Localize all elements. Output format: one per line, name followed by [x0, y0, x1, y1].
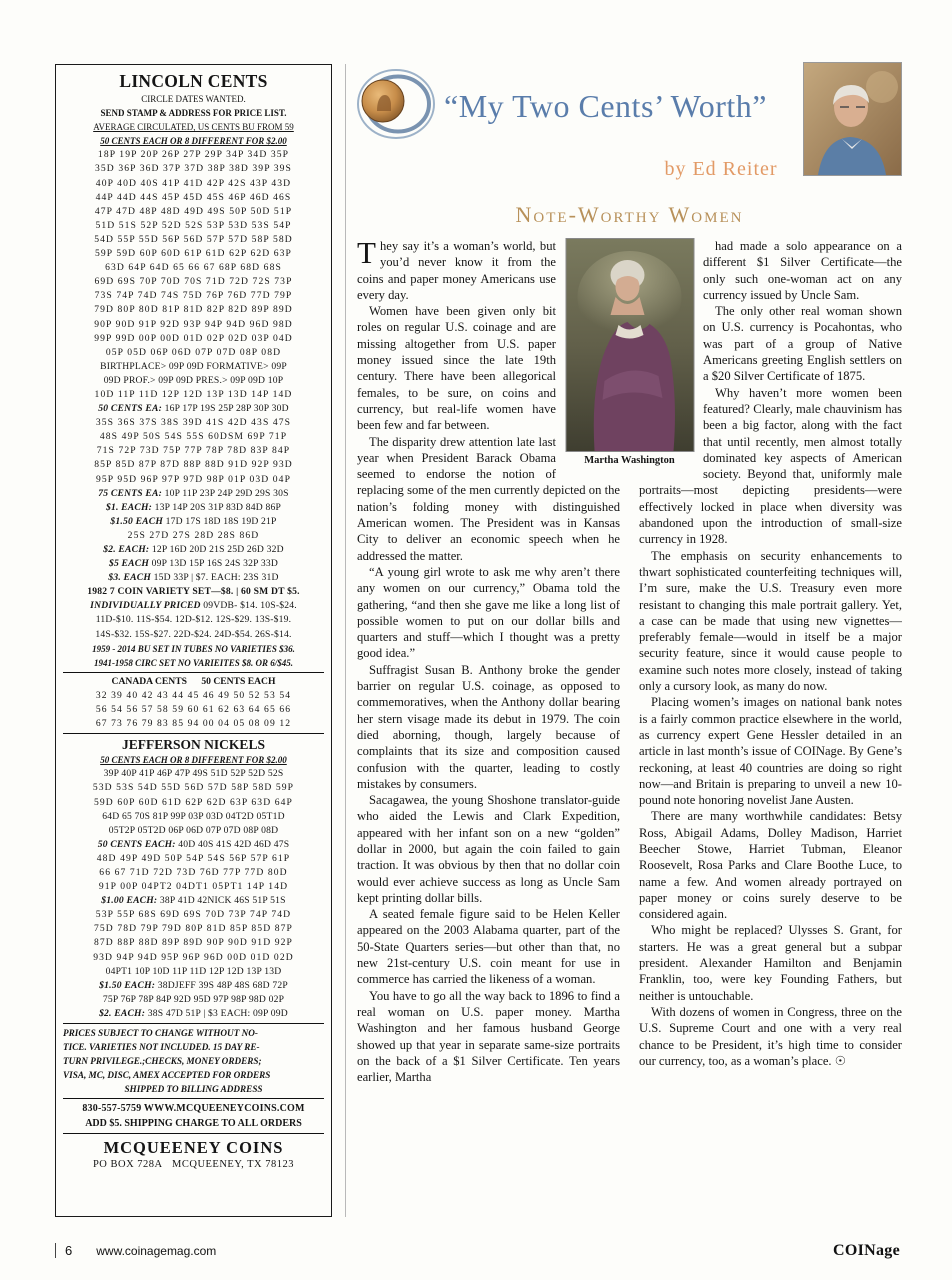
ad-line: CANADA CENTS 50 CENTS EACH: [63, 672, 324, 689]
page-number: 6: [65, 1243, 73, 1258]
ad-line: SHIPPED TO BILLING ADDRESS: [124, 1084, 263, 1095]
paragraph: had made a solo appearance on a different $1 Silver Certificate—the only such one-woman act on any currency issued by Uncle Sam.: [703, 239, 902, 302]
ad-line-lead: $1.00 EACH:: [101, 895, 158, 907]
ad-line-lead: $3. EACH: [108, 572, 151, 584]
ad-line: 10D 11P 11D 12P 12D 13P 13D 14P 14D: [94, 388, 293, 400]
ad-line: 93D 94P 94D 95P 96P 96D 00D 01D 02D: [93, 951, 294, 963]
ad-line: 04PT1 10P 10D 11P 11D 12P 12D 13P 13D: [105, 965, 282, 977]
ad-line: 59D 60P 60D 61D 62P 62D 63P 63D 64P: [94, 796, 293, 808]
paragraph: A seated female figure said to be Helen Keller appeared on the 2003 Alabama quarter, part of the 50-State Quarters series—but other than that, no new 21st-century U.S. coin meant for use in commerce has carried the likeness of a woman.: [357, 907, 620, 987]
figure-caption: Martha Washington: [584, 455, 675, 466]
paragraph: “A young girl wrote to ask me why aren’t there any women on our currency,” Obama told the gathering, “and then she gave me like a long list of possible women to put on our dollar bills and quarters and stuff—which I thought was a pretty good idea.”: [357, 564, 620, 661]
article-headline: Note-Worthy Women: [515, 202, 744, 227]
ad-line: $2. EACH: 12P 16D 20D 21S 25D 26D 32D: [103, 544, 284, 555]
article: [357, 62, 902, 1216]
column-title: “My Two Cents’ Worth”: [444, 88, 767, 124]
ad-line: 40P 40D 40S 41P 41D 42P 42S 43P 43D: [95, 177, 292, 189]
ad-line: 44P 44D 44S 45P 45D 45S 46P 46D 46S: [95, 191, 292, 203]
ad-line: 53D 53S 54D 55D 56D 57D 58P 58D 59P: [92, 782, 295, 794]
ad-line-lead: $5 EACH: [108, 558, 150, 570]
ad-line: JEFFERSON NICKELS: [63, 733, 324, 753]
ad-line: 32 39 40 42 43 44 45 46 49 50 52 53 54: [95, 689, 292, 701]
ad-line: 75D 78D 79P 79D 80P 81D 85P 85D 87P: [94, 923, 293, 935]
ad-line: 50 CENTS EACH: 40D 40S 41S 42D 46D 47S: [97, 838, 290, 850]
article-body: [357, 238, 902, 1216]
ad-line: 54D 55P 55D 56P 56D 57P 57D 58P 58D: [94, 233, 293, 245]
ad-line: 11D-$10. 11S-$54. 12D-$12. 12S-$29. 13S-$19.: [95, 614, 292, 626]
ad-line: LINCOLN CENTS: [119, 71, 268, 91]
paragraph: They say it’s a woman’s world, but you’d never know it from the coins and paper money Americans use every day.: [357, 238, 556, 302]
ad-line: $1. EACH: 13P 14P 20S 31P 83D 84D 86P: [105, 501, 282, 513]
paragraph: You have to go all the way back to 1896 to find a real woman on U.S. paper money. Martha Washington and her famous husband George showed up that year in separate same-size portraits on the back of a $1 Silver Certificate. Ten years earlier, Martha: [357, 988, 620, 1085]
ad-line: 99P 99D 00P 00D 01D 02P 02D 03P 04D: [94, 332, 293, 344]
paragraph: There are many worthwhile candidates: Betsy Ross, Abigail Adams, Dolley Madison, Harriet Beecher Stowe, Harriet Tubman, Eleanor Roosevelt, Rosa Parks and Clare Boothe Luce, to name a few. And women already portrayed on paper money or coins surely deserve to be considered again.: [639, 809, 902, 922]
ad-line: PRICES SUBJECT TO CHANGE WITHOUT NO-: [63, 1023, 324, 1040]
ad-line: 91P 00P 04PT2 04DT1 05PT1 14P 14D: [98, 881, 289, 893]
ad-line: 95P 95D 96P 97P 97D 98P 01P 03D 04P: [95, 473, 292, 485]
magazine-logo: COINage: [833, 1242, 900, 1259]
ad-line: 830-557-5759 WWW.MCQUEENEYCOINS.COM: [63, 1098, 324, 1116]
ad-line: 90P 90D 91P 92D 93P 94P 94D 96D 98D: [94, 318, 293, 330]
ad-line: MCQUEENEY COINS: [63, 1133, 324, 1158]
ad-line: 48S 49P 50S 54S 55S 60DSM 69P 71P: [99, 431, 288, 443]
column-header: [357, 62, 902, 200]
ad-line: 18P 19P 20P 26P 27P 29P 34P 34D 35P: [97, 149, 290, 161]
ad-line: VISA, MC, DISC, AMEX ACCEPTED FOR ORDERS: [63, 1070, 271, 1081]
ad-line: 39P 40P 41P 46P 47P 49S 51D 52P 52D 52S: [103, 768, 284, 780]
ad-line: 09D PROF.> 09P 09D PRES.> 09P 09D 10P: [103, 374, 284, 386]
ad-line: 05T2P 05T2D 06P 06D 07P 07D 08P 08D: [108, 824, 279, 836]
ad-line: CIRCLE DATES WANTED.: [141, 94, 246, 104]
ad-line-lead: 75 CENTS EA:: [98, 487, 162, 499]
ad-line-lead: $2. EACH:: [103, 544, 150, 555]
ad-line-lead: 50 CENTS EA:: [98, 403, 162, 415]
martha-washington-figure: [565, 238, 694, 466]
ad-line: 63D 64P 64D 65 66 67 68P 68D 68S: [105, 262, 282, 274]
ad-line-lead: $1.50 EACH: [110, 515, 164, 527]
footer-left: [55, 1243, 216, 1258]
ad-line: 35D 36P 36D 37P 37D 38P 38D 39P 39S: [95, 163, 292, 175]
ad-line: 69D 69S 70P 70D 70S 71D 72D 72S 73P: [94, 276, 293, 288]
ad-line: AVERAGE CIRCULATED, US CENTS BU FROM 59: [93, 122, 294, 133]
ad-line: 85P 85D 87P 87D 88P 88D 91D 92P 93D: [94, 459, 293, 471]
paragraph: Sacagawea, the young Shoshone translator-guide who aided the Lewis and Clark Expedition, appeared with her infant son on a new “golden” dollar in 2000, but again the coin failed to gain traction. It was obvious by then that no dollar coin would ever achieve success as long as Uncle Sam kept printing dollar bills.: [357, 793, 620, 905]
ad-line: TICE. VARIETIES NOT INCLUDED. 15 DAY RE-: [63, 1042, 260, 1053]
ad-line: 67 73 76 79 83 85 94 00 04 05 08 09 12: [95, 718, 292, 730]
ed-reiter-photo: [803, 62, 902, 176]
ad-line: 35S 36S 37S 38S 39D 41S 42D 43S 47S: [95, 417, 292, 429]
ad-line: 59P 59D 60P 60D 61P 61D 62P 62D 63P: [95, 248, 292, 260]
ad-line: 50 CENTS EACH OR 8 DIFFERENT FOR $2.00: [100, 755, 287, 766]
page-footer: [55, 1242, 900, 1260]
ad-line-lead: $2. EACH:: [99, 1007, 146, 1019]
ad-line: SEND STAMP & ADDRESS FOR PRICE LIST.: [100, 108, 287, 119]
paragraph: Why haven’t more women been featured? Clearly, male chauvinism has been a big factor, along with the fact that until recently, men almost totally dominated key aspects of American society. Beyond that, uniformly male portraits—most depicting presidents—were effectively locked in place when diversity was abandoned upon the introduction of small-size currency in 1928.: [639, 385, 902, 547]
ad-line: 75 CENTS EA: 10P 11P 23P 24P 29D 29S 30S: [98, 487, 289, 499]
ad-line: 71S 72P 73D 75P 77P 78P 78D 83P 84P: [96, 445, 291, 457]
ad-line: 25S 27D 27S 28D 28S 86D: [127, 529, 260, 541]
ad-line: 1959 - 2014 BU SET IN TUBES NO VARIETIES $36.: [92, 643, 295, 654]
ad-line: $3. EACH 15D 33P | $7. EACH: 23S 31D: [108, 572, 279, 584]
mcqueeney-coins-ad: [55, 64, 332, 1217]
paragraph: With dozens of women in Congress, three on the U.S. Supreme Court and one with a very real chance to be President, it’s high time to consider our currency, too, as a woman’s place. ☉: [639, 1004, 902, 1068]
ad-line: PO BOX 728A MCQUEENEY, TX 78123: [92, 1158, 295, 1170]
paragraph: Women have been given only bit roles on regular U.S. coinage and are missing altogether from U.S. paper money issued since the late 19th century. There have been allegorical females, to be sure, on coins and currency, but real-life women have been few and far between.: [357, 304, 556, 433]
ad-line: 14S-$32. 15S-$27. 22D-$24. 24D-$54. 26S-$14.: [95, 628, 292, 640]
ad-line: $1.00 EACH: 38P 41D 42NICK 46S 51P 51S: [101, 895, 286, 907]
ad-line: INDIVIDUALLY PRICED 09VDB- $14. 10S-$24.: [90, 600, 297, 612]
ad-line: 1941-1958 CIRC SET NO VARIEITES $8. OR 6/$45.: [93, 657, 294, 668]
ad-line: 50 CENTS EACH OR 8 DIFFERENT FOR $2.00: [100, 136, 287, 147]
website-url: www.coinagemag.com: [96, 1244, 217, 1258]
byline: by Ed Reiter: [664, 158, 778, 180]
ad-line: 79D 80P 80D 81P 81D 82P 82D 89P 89D: [94, 304, 293, 316]
ad-line: 53P 55P 68S 69D 69S 70D 73P 74P 74D: [95, 909, 292, 921]
ad-line: TURN PRIVILEGE.;CHECKS, MONEY ORDERS;: [63, 1056, 262, 1067]
ad-line: 56 54 56 57 58 59 60 61 62 63 64 65 66: [95, 704, 292, 716]
ad-line: $1.50 EACH: 38DJEFF 39S 48P 48S 68D 72P: [99, 979, 288, 991]
ad-line: 1982 7 COIN VARIETY SET—$8. | 60 SM DT $5.: [87, 586, 300, 598]
column-divider: [345, 64, 346, 1217]
ad-line: 75P 76P 78P 84P 92D 95D 97P 98P 98D 02P: [102, 993, 285, 1005]
paragraph: The emphasis on security enhancements to thwart sophisticated counterfeiting techniques will, I’m sure, make the U.S. Treasury even more resistant to changing this male portrait gallery. Yet, a case can be made that using new vignettes—preferably female—would in itself be a major security feature, since it would cause people to examine such notes more closely, instead of taking only a cursory look, as many do now.: [639, 548, 902, 694]
ad-line: 73S 74P 74D 74S 75D 76P 76D 77D 79P: [94, 290, 293, 302]
ad-line: 05P 05D 06P 06D 07P 07D 08P 08D: [105, 346, 282, 358]
paragraph: The disparity drew attention late last year when President Barack Obama seemed to endorse the notion of replacing some of the men currently depicted on the nation’s folding money with distinguished American women. The President was in Kansas City to deliver an economic speech when he addressed the matter.: [357, 434, 620, 563]
paragraph: Who might be replaced? Ulysses S. Grant, for starters. He was a great general but a subpar president. Alexander Hamilton and Benjamin Franklin, too, were key Founding Fathers, but neither is untouchable.: [639, 923, 902, 1003]
ad-line: ADD $5. SHIPPING CHARGE TO ALL ORDERS: [85, 1117, 302, 1129]
ad-line-lead: $1.50 EACH:: [99, 979, 156, 991]
ad-line-lead: 50 CENTS EACH:: [97, 838, 176, 850]
ad-line: 48D 49P 49D 50P 54P 54S 56P 57P 61P: [96, 852, 291, 864]
ad-line: 50 CENTS EA: 16P 17P 19S 25P 28P 30P 30D: [98, 403, 289, 415]
ad-line-lead: INDIVIDUALLY PRICED: [90, 600, 201, 612]
martha-washington-portrait: [565, 238, 694, 452]
ad-line-lead: $1. EACH:: [105, 501, 153, 513]
paragraph: Placing women’s images on national bank notes is a fairly common practice elsewhere in the world, as currency expert Gene Hessler detailed in an article in last month’s issue of COINage. By Gene’s reckoning, at least 40 countries are doing so right now—and Britain is preparing to unveil a new 10-pound note honoring novelist Jane Austen.: [639, 695, 902, 808]
ad-line: $2. EACH: 38S 47D 51P | $3 EACH: 09P 09D: [99, 1007, 288, 1019]
paragraph: Suffragist Susan B. Anthony broke the gender barrier on regular U.S. coinage, as opposed to commemoratives, when the Anthony dollar bearing her stern visage made its debut in 1979. The coin died aborning, though, largely because of complaints that its size and composition caused confusion with the quarter, leading to costly mistakes by consumers.: [357, 662, 620, 791]
ad-line: $1.50 EACH 17D 17S 18D 18S 19D 21P: [110, 515, 277, 527]
ad-line: BIRTHPLACE> 09P 09D FORMATIVE> 09P: [100, 360, 287, 372]
ad-line: 51D 51S 52P 52D 52S 53P 53D 53S 54P: [95, 219, 292, 231]
ad-line: 64D 65 70S 81P 99P 03P 03D 04T2D 05T1D: [102, 810, 285, 822]
ad-line: 47P 47D 48P 48D 49D 49S 50P 50D 51P: [94, 205, 293, 217]
ad-line: 87D 88P 88D 89P 89D 90P 90D 91D 92P: [94, 937, 293, 949]
ad-line: $5 EACH 09P 13D 15P 16S 24S 32P 33D: [108, 558, 279, 570]
paragraph: The only other real woman shown on U.S. currency is Pocahontas, who was part of a group of Native Americans greeting English settlers on a $20 Silver Certificate of 1875.: [703, 304, 902, 384]
ad-line: 66 67 71D 72D 73D 76D 77P 77D 80D: [99, 866, 288, 878]
